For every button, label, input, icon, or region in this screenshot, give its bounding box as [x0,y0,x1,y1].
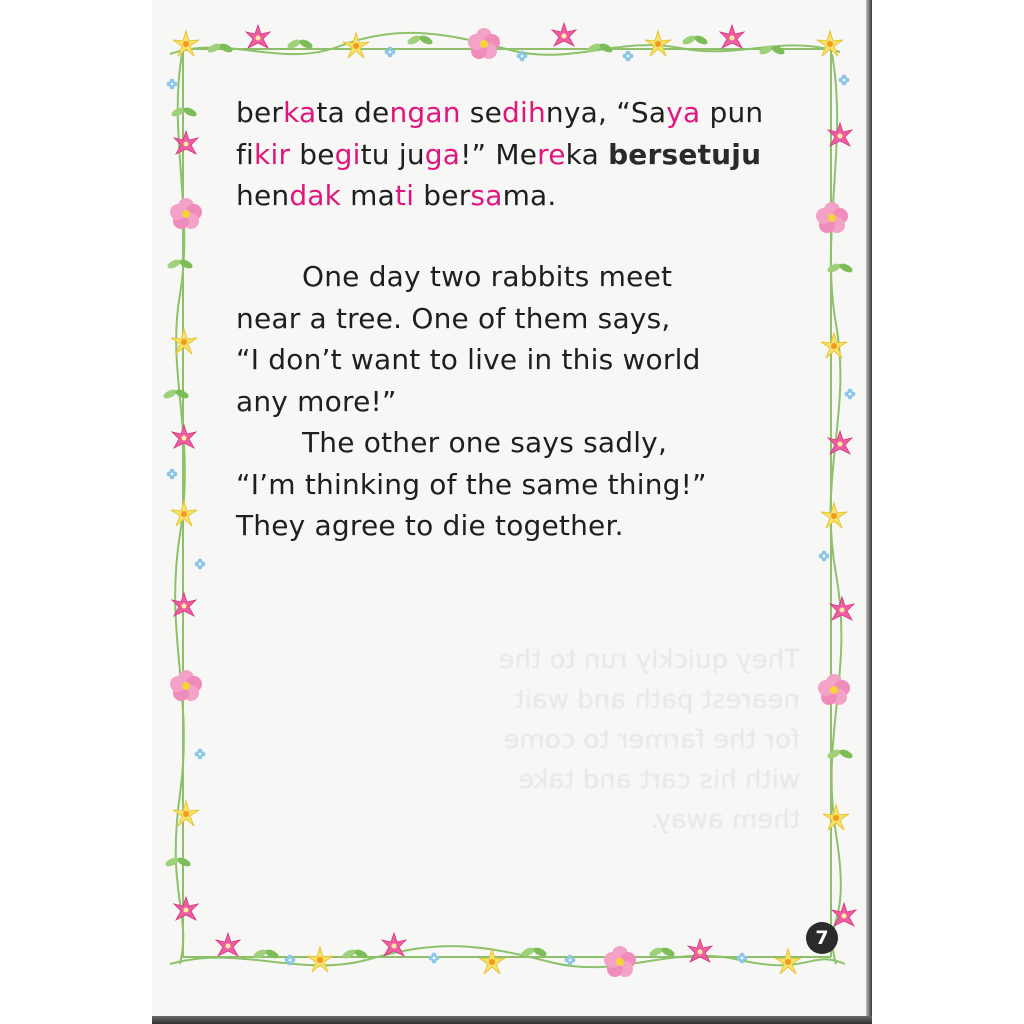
pink-flower-icon [604,946,636,977]
text-segment: ka [565,137,609,171]
pink-flower-icon [468,28,500,59]
bold-highlighted-syllable: setuju [661,137,762,171]
yellow-lily-icon [775,949,801,974]
text-segment: be [290,137,335,171]
malay-line-3 [236,175,816,217]
yellow-lily-icon [479,949,505,974]
yellow-lily-icon [823,805,849,830]
highlighted-syllable: re [537,137,566,171]
english-line-5: The other one says sadly, [302,426,668,459]
pink-star-flower-icon [216,933,240,956]
text-segment: tu ju [360,137,425,171]
bold-word-part: ber [608,137,662,171]
malay-paragraph [236,92,816,217]
pink-star-flower-icon [828,431,852,454]
pink-flower-icon [170,670,202,701]
pink-flower-icon [170,198,202,229]
english-line-3: “I don’t want to live in this world [236,343,701,376]
highlighted-syllable: ya [666,96,701,129]
yellow-lily-icon [821,333,847,358]
highlighted-syllable: ti [395,179,415,212]
text-segment: pun [700,96,764,129]
page-number-badge: 7 [806,922,838,954]
text-segment: ber [236,96,284,129]
english-paragraph [236,256,816,547]
highlighted-syllable: ngan [389,96,461,129]
pink-star-flower-icon [832,903,856,926]
text-segment: se [460,96,503,129]
english-line-4: any more!” [236,384,397,418]
pink-flower-icon [818,674,850,705]
pink-star-flower-icon [720,25,744,48]
highlighted-syllable: dak [289,179,342,212]
pink-flower-icon [816,202,848,233]
highlighted-syllable: dih [502,96,546,129]
highlighted-syllable: sa [470,179,503,212]
text-segment: ber [414,179,471,212]
english-line-7: They agree to die together. [236,509,624,542]
english-line-2: near a tree. One of them says, [236,301,671,335]
text-segment: nya, “Sa [545,96,667,129]
yellow-lily-icon [171,329,197,354]
text-segment: ma [341,179,396,212]
text-segment: !” Me [460,137,538,171]
english-line-1: One day two rabbits meet [302,260,673,293]
text-segment: fi [236,137,255,171]
pink-star-flower-icon [246,25,270,48]
pink-star-flower-icon [174,897,198,920]
malay-line-1 [236,92,816,134]
pink-star-flower-icon [830,597,854,620]
page-bottom-edge [152,1016,872,1024]
malay-line-2 [236,134,816,176]
yellow-lily-icon [821,503,847,528]
yellow-lily-icon [307,947,333,972]
pink-star-flower-icon [828,123,852,146]
yellow-lily-icon [645,31,671,56]
bleed-through-text: They quickly run to the nearest path and wait for the farmer to come with his cart and take them away. [498,645,800,835]
page-edge-shadow [866,0,872,1020]
yellow-lily-icon [343,33,369,58]
yellow-lily-icon [171,501,197,526]
highlighted-syllable: kir [254,137,291,171]
highlighted-syllable: ga [424,137,461,171]
pink-star-flower-icon [552,23,576,46]
pink-star-flower-icon [688,939,712,962]
english-line-6: “I’m thinking of the same thing!” [236,467,707,501]
text-segment: ma. [502,179,557,212]
highlighted-syllable: gi [334,137,361,171]
text-segment: hen [236,179,290,212]
text-segment: ta de [316,96,390,129]
highlighted-syllable: ka [283,96,317,129]
